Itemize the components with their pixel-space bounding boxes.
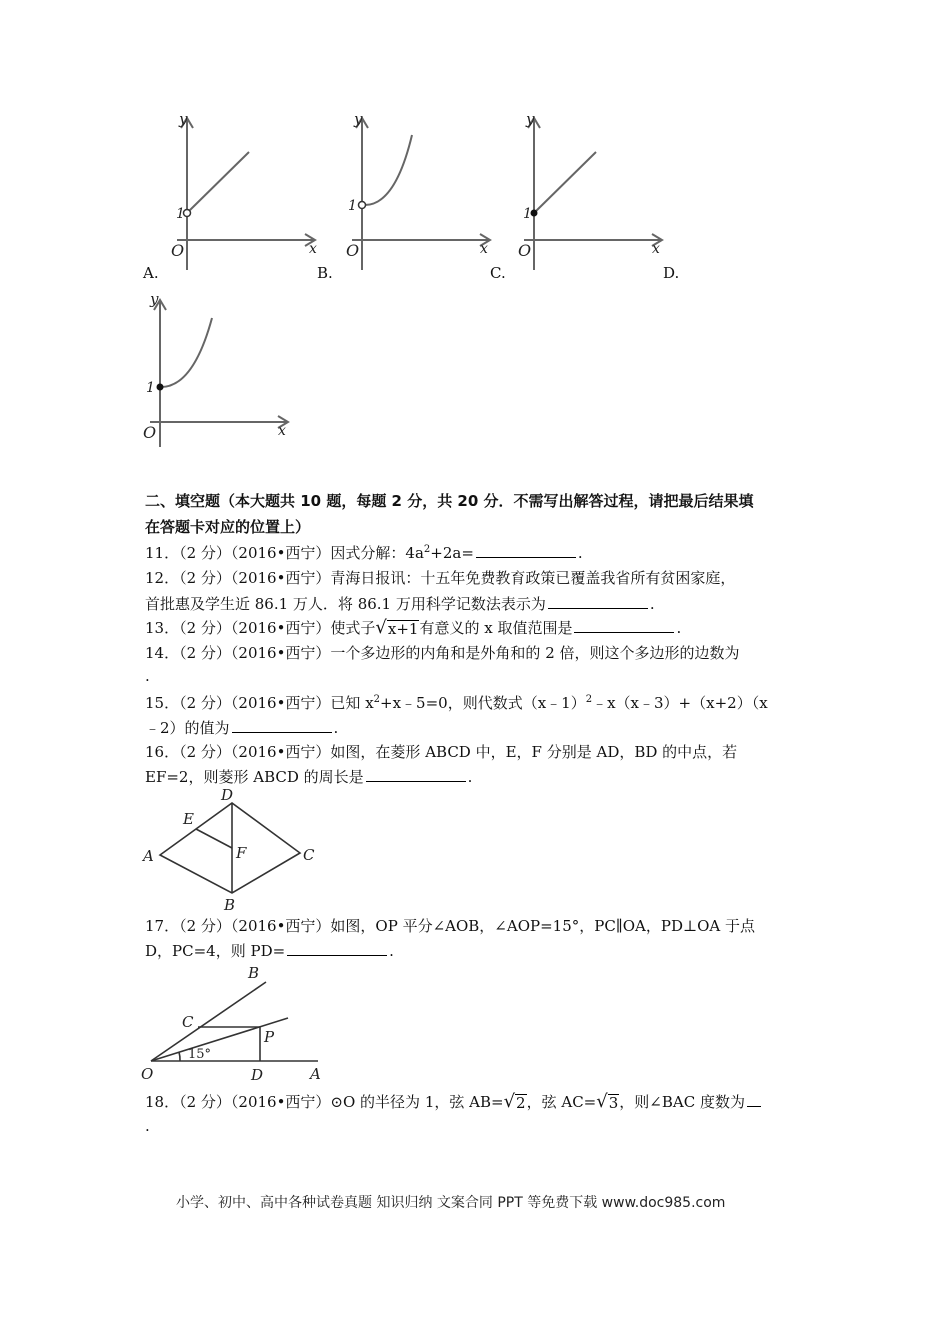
origin-label: O xyxy=(143,423,157,442)
angle-figure xyxy=(138,962,338,1087)
point-f-label: F xyxy=(236,844,247,862)
question-12-line2: 首批惠及学生近 86.1 万人．将 86.1 万用科学记数法表示为 . xyxy=(145,592,655,616)
answer-blank[interactable] xyxy=(287,939,387,956)
section-heading-line2: 在答题卡对应的位置上） xyxy=(145,518,311,536)
origin-label: O xyxy=(346,241,360,260)
answer-blank[interactable] xyxy=(476,541,576,558)
sqrt-expression: √ 2 xyxy=(503,1091,526,1112)
question-11: 11．（2 分）（2016•西宁）因式分解：$4a^2+2a=$ . xyxy=(145,541,583,565)
point-c-label: C xyxy=(182,1013,194,1031)
question-14-line1: 14．（2 分）（2016•西宁）一个多边形的内角和是外角和的 2 倍，则这个多边形的边数为 xyxy=(145,644,740,662)
x-axis-label: x xyxy=(480,241,488,257)
y-axis-label: y xyxy=(150,292,159,308)
y-axis-label: y xyxy=(354,110,363,128)
point-p-label: P xyxy=(264,1028,275,1046)
question-12-line1: 12．（2 分）（2016•西宁）青海日报讯：十五年免费教育政策已覆盖我省所有贫困家庭， xyxy=(145,569,736,587)
question-13: 13．（2 分）（2016•西宁）使式子 √ x+1 有意义的 x 取值范围是 . xyxy=(145,617,682,638)
option-d-label[interactable]: D. xyxy=(663,264,680,282)
page-footer: 小学、初中、高中各种试卷真题 知识归纳 文案合同 PPT 等免费下载 www.doc985.com xyxy=(176,1195,726,1211)
intercept-label: 1 xyxy=(176,206,185,222)
x-axis-label: x xyxy=(309,241,317,257)
angle-label: 15° xyxy=(188,1047,212,1062)
intercept-label: 1 xyxy=(348,198,357,214)
question-16-line1: 16．（2 分）（2016•西宁）如图，在菱形 ABCD 中，E，F 分别是 AD，BD 的中点，若 xyxy=(145,743,738,761)
question-17-line1: 17．（2 分）（2016•西宁）如图，OP 平分∠AOB，∠AOP=15°，PC∥OA，PD⊥OA 于点 xyxy=(145,917,755,935)
answer-blank[interactable] xyxy=(232,716,332,733)
sqrt-expression: √ 3 xyxy=(596,1091,619,1112)
question-15-line2: ﹣2）的值为 . xyxy=(145,716,338,740)
y-axis-label: y xyxy=(179,110,188,128)
vertex-a-label: A xyxy=(143,847,154,865)
option-c-label[interactable]: C. xyxy=(490,264,506,282)
graph-option-d xyxy=(138,292,298,452)
x-axis-label: x xyxy=(278,423,286,439)
graph-option-a xyxy=(165,110,325,275)
vertex-c-label: C xyxy=(303,846,315,864)
section-heading-line1: 二、填空题（本大题共 10 题，每题 2 分，共 20 分．不需写出解答过程，请把最后结果填 xyxy=(145,492,754,510)
vertex-b-label: B xyxy=(224,896,236,911)
option-b-label[interactable]: B. xyxy=(317,264,333,282)
question-18-line2: . xyxy=(145,1117,150,1135)
question-17-line2: D，PC=4，则 PD= . xyxy=(145,939,394,963)
point-e-label: E xyxy=(183,810,194,828)
question-15-line1: 15．（2 分）（2016•西宁）已知 $x^2+x﹣5=0$，则代数式（x﹣1）$^2$﹣x（x﹣3）+（x+2）（x xyxy=(145,694,768,712)
answer-blank[interactable] xyxy=(747,1090,761,1107)
vertex-d-label: D xyxy=(221,786,234,804)
x-axis-label: x xyxy=(652,241,660,257)
question-18-line1: 18．（2 分）（2016•西宁）⊙O 的半径为 1，弦 AB= √ 2 ，弦 AC= √ 3 ，则∠BAC 度数为 xyxy=(145,1090,763,1114)
rhombus-figure xyxy=(140,786,325,911)
graph-option-c xyxy=(512,110,672,275)
answer-blank[interactable] xyxy=(548,592,648,609)
origin-label: O xyxy=(518,241,532,260)
origin-label: O xyxy=(171,241,185,260)
point-o-label: O xyxy=(141,1065,154,1083)
answer-blank[interactable] xyxy=(574,616,674,633)
intercept-label: 1 xyxy=(523,206,532,222)
option-a-label[interactable]: A. xyxy=(143,264,159,282)
y-axis-label: y xyxy=(526,110,535,128)
point-b-label: B xyxy=(248,964,260,982)
graph-option-b xyxy=(340,110,500,275)
question-16-line2: EF=2，则菱形 ABCD 的周长是 . xyxy=(145,765,472,789)
intercept-label: 1 xyxy=(146,380,155,396)
point-d-label: D xyxy=(251,1066,264,1084)
sqrt-expression: √ x+1 xyxy=(375,617,419,638)
question-14-line2: . xyxy=(145,667,150,685)
point-a-label: A xyxy=(310,1065,321,1083)
answer-blank[interactable] xyxy=(366,765,466,782)
